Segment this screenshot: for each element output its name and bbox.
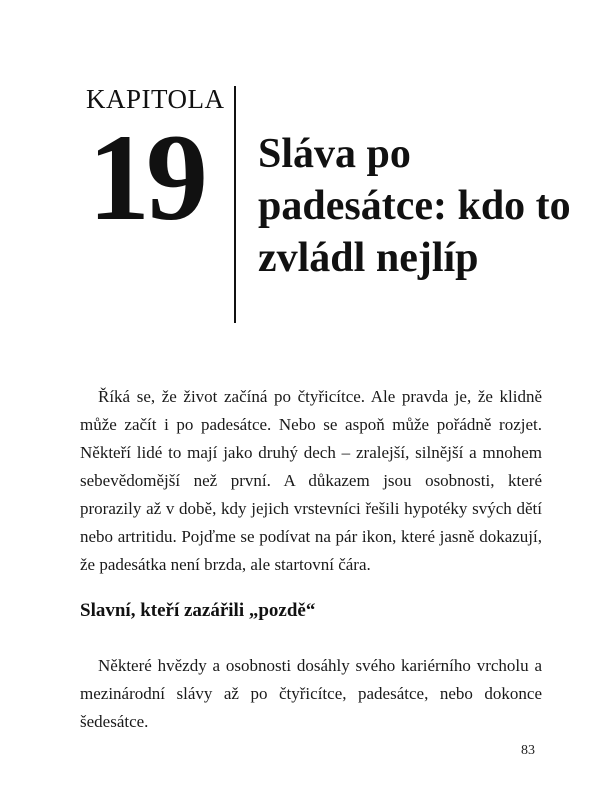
- chapter-title: Sláva po padesátce: kdo to zvládl nejlíp: [258, 131, 571, 281]
- page-number: 83: [521, 743, 535, 758]
- section-paragraph: Některé hvězdy a osobnosti dosáhly svého kariérního vrcholu a mezinárodní slávy až po čtyřicítce, padesátce, nebo dokonce šedesátce.: [80, 656, 542, 731]
- section-heading: Slavní, kteří zazářili „pozdě“: [80, 600, 316, 621]
- chapter-label: KAPITOLA: [86, 84, 225, 114]
- chapter-number: 19: [88, 109, 204, 246]
- chapter-divider: [234, 86, 236, 323]
- intro-paragraph: Říká se, že život začíná po čtyřicítce. Ale pravda je, že klidně může začít i po padesátce. Nebo se aspoň může pořádně rozjet. Někteří lidé to mají jako druhý dech – zralejší, silnější a mnohem sebevědomější než první. A důkazem jsou osobnosti, které prorazily až v době, kdy jejich vrstevníci řešili hypotéky svých dětí nebo artritidu. Pojďme se podívat na pár ikon, které jasně dokazují, že padesátka není brzda, ale startovní čára.: [80, 387, 542, 574]
